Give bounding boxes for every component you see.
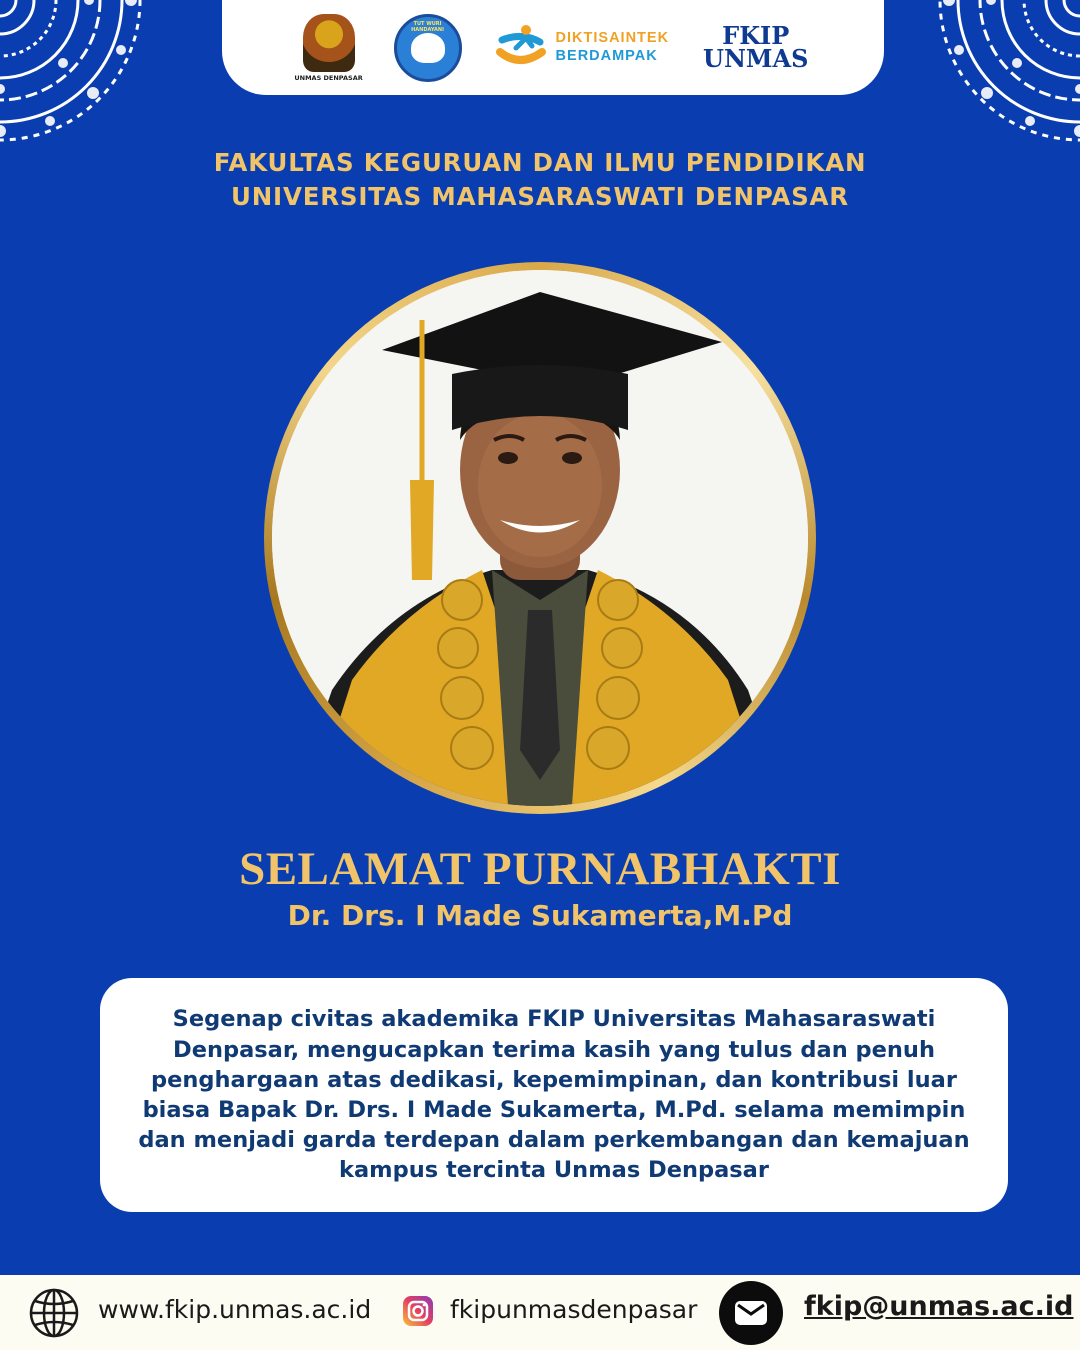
diktisaintek-logo [496, 22, 670, 74]
globe-icon [28, 1287, 80, 1339]
mandala-ornament-left-icon [0, 0, 150, 150]
mandala-ornament-right-icon [930, 0, 1080, 150]
fkip-logo-line-2: UNMAS [703, 43, 809, 73]
tutwuri-emblem-icon [411, 33, 445, 63]
message-text: Segenap civitas akademika FKIP Universitas Mahasaraswati Denpasar, mengucapkan terima kasih yang tulus dan penuh penghargaan atas dedikasi, kepemimpinan, dan kontribusi luar biasa Bapak Dr. Drs. I Made Sukamerta, M.Pd. selama memimpin dan menjadi garda terdepan dalam perkembangan dan kemajuan kampus tercinta Unmas Denpasar [138, 1006, 970, 1184]
fkip-logo-line-1: FKIP [722, 20, 790, 50]
unmas-logo [294, 14, 363, 82]
faculty-heading [0, 146, 1080, 214]
ganesha-emblem-icon [303, 14, 355, 72]
honoree-name: Dr. Drs. I Made Sukamerta,M.Pd [287, 899, 793, 932]
faculty-line-2: UNIVERSITAS MAHASARASWATI DENPASAR [231, 182, 849, 211]
instagram-handle-link[interactable]: fkipunmasdenpasar [450, 1295, 698, 1324]
mail-icon [718, 1280, 784, 1346]
portrait-illustration [272, 270, 808, 806]
portrait-photo [272, 270, 808, 806]
message-card [100, 978, 1008, 1212]
logo-bar [222, 0, 884, 95]
faculty-line-1: FAKULTAS KEGURUAN DAN ILMU PENDIDIKAN [213, 148, 867, 177]
tut-wuri-handayani-logo [394, 14, 462, 82]
dikti-line-1: DIKTISAINTEK [555, 30, 670, 47]
website-link[interactable]: www.fkip.unmas.ac.id [98, 1295, 372, 1324]
dikti-line-2: BERDAMPAK [555, 47, 658, 64]
retirement-title: SELAMAT PURNABHAKTI [239, 843, 841, 895]
tutwuri-caption: TUT WURI HANDAYANI [411, 20, 444, 33]
contact-footer [0, 1275, 1080, 1350]
diktisaintek-mark-icon [496, 22, 548, 74]
fkip-unmas-logo [703, 20, 809, 73]
instagram-icon [402, 1295, 434, 1327]
unmas-logo-caption: UNMAS DENPASAR [294, 73, 363, 82]
email-link[interactable]: fkip@unmas.ac.id [804, 1291, 1074, 1322]
